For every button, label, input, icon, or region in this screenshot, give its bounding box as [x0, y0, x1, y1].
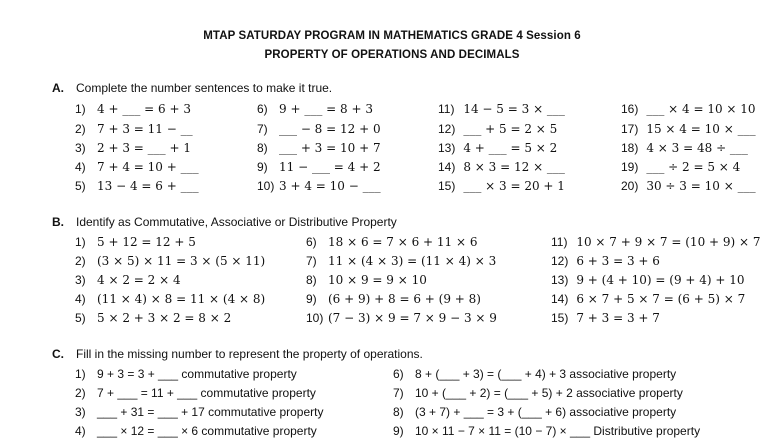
a-item-1 — [75, 102, 191, 116]
c-item-2 — [75, 386, 316, 400]
c-item-4 — [75, 424, 317, 438]
b-item-11 — [551, 235, 761, 249]
b-item-1 — [75, 235, 196, 249]
a-item-9 — [257, 160, 381, 174]
section-c-heading — [52, 347, 423, 361]
b-item-6 — [306, 235, 478, 249]
item-equation: 9 + ___ = 8 + 3 — [279, 102, 373, 116]
item-number: 10) — [257, 179, 275, 193]
item-number: 10) — [306, 311, 324, 325]
b-item-2 — [75, 254, 265, 268]
c-item-7 — [393, 386, 683, 400]
c-item-9 — [393, 424, 700, 438]
item-number: 17) — [621, 122, 639, 136]
section-a-instruction: Complete the number sentences to make it true. — [76, 81, 333, 95]
a-item-8 — [257, 141, 381, 155]
a-item-18 — [621, 141, 748, 155]
item-number: 2) — [75, 122, 86, 136]
item-equation: 3 + 4 = 10 − ___ — [279, 179, 381, 193]
c-item-3 — [75, 405, 323, 419]
b-item-10 — [306, 311, 497, 325]
b-item-5 — [75, 311, 231, 325]
section-c-instruction: Fill in the missing number to represent the property of operations. — [76, 347, 423, 361]
section-b-instruction: Identify as Commutative, Associative or Distributive Property — [76, 215, 397, 229]
a-item-14 — [438, 160, 565, 174]
section-b-letter: B. — [52, 215, 64, 229]
item-number: 9) — [257, 160, 268, 174]
b-item-9 — [306, 292, 481, 306]
item-equation: ___ − 8 = 12 + 0 — [279, 122, 381, 136]
item-number: 15) — [551, 311, 569, 325]
c-item-8 — [393, 405, 676, 419]
item-equation: 6 × 7 + 5 × 7 = (6 + 5) × 7 — [576, 292, 746, 306]
item-equation: 7 + 4 = 10 + ___ — [97, 160, 199, 174]
item-number: 8) — [306, 273, 317, 287]
section-a-heading — [52, 81, 332, 95]
item-equation: 13 − 4 = 6 + ___ — [97, 179, 199, 193]
item-number: 4) — [75, 160, 86, 174]
item-equation: 18 × 6 = 7 × 6 + 11 × 6 — [328, 235, 478, 249]
b-item-14 — [551, 292, 745, 306]
a-item-15 — [438, 179, 565, 193]
item-equation: ___ + 31 = ___ + 17 commutative property — [97, 405, 324, 419]
a-item-16 — [621, 102, 756, 116]
item-number: 3) — [75, 405, 86, 419]
b-item-4 — [75, 292, 265, 306]
item-equation: 4 + ___ = 5 × 2 — [463, 141, 558, 155]
item-equation: 7 + 3 = 3 + 7 — [576, 311, 660, 325]
a-item-11 — [438, 102, 565, 116]
item-number: 12) — [438, 122, 456, 136]
item-equation: ___ × 3 = 20 + 1 — [463, 179, 565, 193]
item-number: 7) — [257, 122, 268, 136]
item-equation: ___ + 3 = 10 + 7 — [279, 141, 381, 155]
item-equation: 7 + ___ = 11 + ___ commutative property — [97, 386, 316, 400]
item-equation: 10 × 11 − 7 × 11 = (10 − 7) × ___ Distributive property — [415, 424, 701, 438]
b-item-7 — [306, 254, 496, 268]
item-number: 8) — [257, 141, 268, 155]
item-number: 7) — [393, 386, 404, 400]
item-equation: ___ × 12 = ___ × 6 commutative property — [97, 424, 317, 438]
item-number: 5) — [75, 179, 86, 193]
item-number: 13) — [551, 273, 569, 287]
a-item-12 — [438, 122, 557, 136]
item-equation: 2 + 3 = ___ + 1 — [97, 141, 191, 155]
worksheet-title: MTAP SATURDAY PROGRAM IN MATHEMATICS GRADE 4 Session 6 — [203, 30, 581, 42]
section-a-letter: A. — [52, 81, 64, 95]
c-item-1 — [75, 367, 297, 381]
a-item-4 — [75, 160, 199, 174]
item-number: 5) — [75, 311, 86, 325]
item-equation: 5 × 2 + 3 × 2 = 8 × 2 — [97, 311, 232, 325]
item-equation: 8 × 3 = 12 × ___ — [463, 160, 565, 174]
a-item-19 — [621, 160, 740, 174]
a-item-6 — [257, 102, 373, 116]
item-number: 20) — [621, 179, 639, 193]
a-item-7 — [257, 122, 381, 136]
item-equation: 10 + (___ + 2) = (___ + 5) + 2 associative property — [415, 386, 683, 400]
item-equation: (11 × 4) × 8 = 11 × (4 × 8) — [97, 292, 266, 306]
item-equation: 11 − ___ = 4 + 2 — [279, 160, 381, 174]
b-item-12 — [551, 254, 660, 268]
item-number: 11) — [551, 235, 568, 249]
item-number: 6) — [393, 367, 404, 381]
item-equation: 10 × 7 + 9 × 7 = (10 + 9) × 7 — [576, 235, 761, 249]
item-number: 12) — [551, 254, 569, 268]
item-equation: 8 + (___ + 3) = (___ + 4) + 3 associative property — [415, 367, 677, 381]
item-equation: 30 ÷ 3 = 10 × ___ — [646, 179, 756, 193]
item-equation: 7 + 3 = 11 − __ — [97, 122, 193, 136]
item-number: 3) — [75, 273, 86, 287]
b-item-15 — [551, 311, 660, 325]
b-item-8 — [306, 273, 427, 287]
item-number: 8) — [393, 405, 404, 419]
item-number: 4) — [75, 424, 86, 438]
item-number: 18) — [621, 141, 639, 155]
item-equation: 6 + 3 = 3 + 6 — [576, 254, 660, 268]
item-number: 15) — [438, 179, 456, 193]
item-equation: 4 × 2 = 2 × 4 — [97, 273, 181, 287]
item-number: 11) — [438, 102, 455, 116]
item-equation: ___ × 4 = 10 × 10 — [646, 102, 756, 116]
a-item-20 — [621, 179, 756, 193]
a-item-5 — [75, 179, 199, 193]
item-equation: 15 × 4 = 10 × ___ — [646, 122, 756, 136]
item-equation: 5 + 12 = 12 + 5 — [97, 235, 196, 249]
item-equation: 9 + 3 = 3 + ___ commutative property — [97, 367, 297, 381]
item-number: 3) — [75, 141, 86, 155]
item-number: 19) — [621, 160, 639, 174]
item-equation: 11 × (4 × 3) = (11 × 4) × 3 — [328, 254, 497, 268]
item-equation: 10 × 9 = 9 × 10 — [328, 273, 427, 287]
a-item-17 — [621, 122, 756, 136]
item-number: 13) — [438, 141, 456, 155]
item-number: 16) — [621, 102, 639, 116]
section-b-heading — [52, 215, 397, 229]
a-item-2 — [75, 122, 193, 136]
b-item-3 — [75, 273, 181, 287]
item-equation: (6 + 9) + 8 = 6 + (9 + 8) — [328, 292, 481, 306]
item-equation: (3 × 5) × 11 = 3 × (5 × 11) — [97, 254, 266, 268]
worksheet-subtitle: PROPERTY OF OPERATIONS AND DECIMALS — [264, 49, 520, 61]
section-c-letter: C. — [52, 347, 64, 361]
item-equation: 14 − 5 = 3 × ___ — [463, 102, 565, 116]
a-item-3 — [75, 141, 191, 155]
c-item-6 — [393, 367, 676, 381]
item-number: 6) — [257, 102, 268, 116]
item-equation: ___ + 5 = 2 × 5 — [463, 122, 558, 136]
a-item-13 — [438, 141, 557, 155]
item-equation: ___ ÷ 2 = 5 × 4 — [646, 160, 741, 174]
item-equation: 4 × 3 = 48 ÷ ___ — [646, 141, 748, 155]
item-equation: 4 + ___ = 6 + 3 — [97, 102, 191, 116]
item-number: 14) — [438, 160, 456, 174]
item-number: 4) — [75, 292, 86, 306]
item-number: 6) — [306, 235, 317, 249]
b-item-13 — [551, 273, 745, 287]
item-equation: (7 − 3) × 9 = 7 × 9 − 3 × 9 — [328, 311, 497, 325]
item-number: 9) — [393, 424, 404, 438]
item-number: 1) — [75, 235, 86, 249]
item-number: 9) — [306, 292, 317, 306]
a-item-10 — [257, 179, 381, 193]
item-number: 14) — [551, 292, 569, 306]
item-number: 1) — [75, 102, 86, 116]
item-number: 2) — [75, 254, 86, 268]
item-number: 7) — [306, 254, 317, 268]
item-number: 2) — [75, 386, 86, 400]
item-number: 1) — [75, 367, 86, 381]
item-equation: (3 + 7) + ___ = 3 + (___ + 6) associative property — [415, 405, 677, 419]
item-equation: 9 + (4 + 10) = (9 + 4) + 10 — [576, 273, 745, 287]
